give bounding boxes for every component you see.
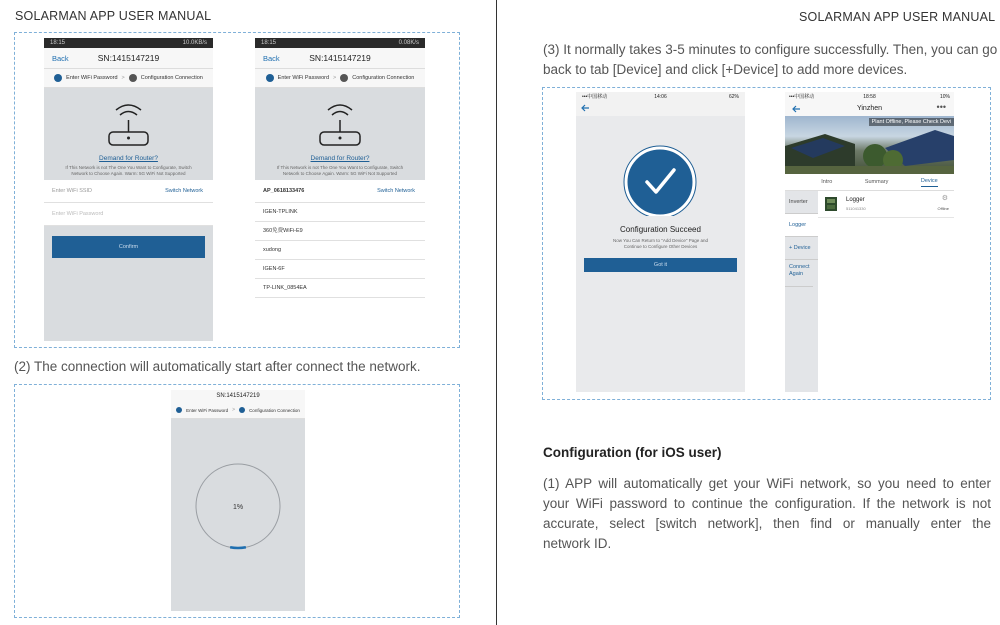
- confirm-area: [44, 226, 213, 341]
- device-sn-title: SN:1415147219: [309, 53, 371, 63]
- ios-paragraph: [543, 474, 991, 554]
- status-bar: [44, 38, 213, 48]
- battery: 62%: [728, 94, 739, 100]
- step1-dot: [176, 407, 182, 413]
- para-step-3-line1: (3) It normally takes 3-5 minutes to configure successfully. Then, you can go: [543, 42, 998, 57]
- password-field[interactable]: [44, 203, 213, 226]
- network-item[interactable]: 360免费WiFi-E9: [255, 222, 425, 241]
- ssid-value: AP_0618133476: [263, 188, 305, 194]
- got-it-button[interactable]: Got it: [584, 258, 737, 272]
- caption-step-2: (2) The connection will automatically start after connect the network.: [14, 359, 421, 374]
- carrier: •••中国移动: [789, 94, 815, 100]
- device-sn-title: SN:1415147219: [97, 53, 160, 63]
- ios-para-line: your WiFi password to continue the configuration. If the network is not: [543, 496, 991, 511]
- para-step-3-line2: back to tab [Device] and click [+Device] to add more devices.: [543, 62, 908, 77]
- plant-title: Yinzhen: [856, 105, 883, 112]
- progress-area: [171, 419, 305, 611]
- router-icon: [44, 88, 213, 150]
- step2-label: Configuration Connection: [140, 75, 203, 81]
- tab-device[interactable]: Device: [921, 178, 938, 187]
- status-time: 18:15: [50, 40, 66, 46]
- battery: 10%: [939, 94, 950, 100]
- tab-bar: [785, 174, 954, 191]
- network-item[interactable]: IGEN-6F: [255, 260, 425, 279]
- step1-label: Enter WiFi Password: [66, 75, 118, 81]
- success-title: Configuration Succeed: [620, 225, 701, 234]
- step2-dot: [129, 74, 137, 82]
- status-bar: [576, 92, 745, 102]
- device-sn-title: SN:1415147219: [171, 390, 305, 402]
- more-icon[interactable]: •••: [936, 102, 946, 112]
- progress-percent: 1%: [232, 504, 244, 511]
- ios-para-line: (1) APP will automatically get your WiFi network, so you need to enter: [543, 476, 991, 491]
- step2-dot: [239, 407, 245, 413]
- step-indicator: Enter WiFi Password > Configuration Connection: [171, 402, 305, 419]
- success-note-2: Continue to Configure Other Devices: [623, 244, 698, 249]
- phone-device-tab: [785, 92, 954, 392]
- switch-network-link[interactable]: Switch Network: [377, 188, 415, 194]
- step2-label: Configuration Connection: [352, 75, 415, 81]
- step1-dot: [266, 74, 274, 82]
- step2-label: Configuration Connection: [249, 407, 300, 413]
- status-bar: [785, 92, 954, 102]
- nav-bar: [785, 102, 954, 116]
- logger-device-icon: [824, 196, 838, 212]
- step-indicator: Enter WiFi Password > Configuration Connection: [44, 69, 213, 88]
- progress-arc: [230, 547, 246, 548]
- device-status: Offline: [937, 206, 949, 211]
- ios-section-heading: Configuration (for iOS user): [543, 445, 722, 460]
- back-arrow-icon[interactable]: [580, 102, 592, 114]
- step-indicator: Enter WiFi Password > Configuration Connection: [255, 69, 425, 88]
- ios-para-line: network ID.: [543, 536, 612, 551]
- tab-summary[interactable]: Summary: [864, 179, 889, 185]
- router-icon: [255, 88, 425, 150]
- step2-dot: [340, 74, 348, 82]
- nav-bar: [576, 102, 745, 116]
- status-time: 18:15: [261, 40, 277, 46]
- status-time: 14:06: [654, 94, 667, 100]
- status-time: 18:58: [863, 94, 876, 100]
- nav-bar: [44, 48, 213, 69]
- network-item[interactable]: TP-LINK_0854EA: [255, 279, 425, 298]
- step1-label: Enter WiFi Password: [277, 75, 330, 81]
- page-header-left: SOLARMAN APP USER MANUAL: [15, 9, 212, 23]
- page-divider: [496, 0, 497, 625]
- ssid-placeholder: Enter WiFi SSID: [52, 188, 93, 194]
- page-header-right: SOLARMAN APP USER MANUAL: [799, 10, 996, 24]
- status-info: 0.08K/s: [398, 40, 419, 46]
- network-note-1: If This Network is not The One You Want to Configurate, Switch: [65, 165, 192, 170]
- nav-bar: [255, 48, 425, 69]
- ios-para-line: accurate, select [switch network], then find or manually enter the: [543, 516, 991, 531]
- password-placeholder: Enter WiFi Password: [52, 211, 104, 217]
- device-sidebar: [785, 191, 818, 392]
- carrier: •••中国移动: [582, 94, 608, 100]
- network-item[interactable]: xudong: [255, 241, 425, 260]
- progress-ring: [171, 419, 305, 611]
- phone-wifi-entry: [44, 38, 213, 341]
- step1-dot: [54, 74, 62, 82]
- plant-banner: [785, 116, 954, 174]
- ssid-field[interactable]: [255, 180, 425, 203]
- ssid-field[interactable]: [44, 180, 213, 203]
- back-button[interactable]: Back: [52, 54, 69, 63]
- step1-label: Enter WiFi Password: [186, 407, 229, 413]
- network-note-2: Network to Choose Again. Warm: 5G WiFi Not Supported: [71, 171, 186, 176]
- sidebar-item-logger[interactable]: Logger: [785, 214, 818, 237]
- demand-router-link[interactable]: Demand for Router?: [310, 155, 370, 162]
- gear-icon[interactable]: ⚙: [941, 195, 948, 202]
- phone-connecting: [171, 390, 305, 611]
- phone-network-list: [255, 38, 425, 341]
- success-note-1: Now You Can Return to "Add Device" Page and: [612, 238, 708, 243]
- sidebar-item-connect-again[interactable]: Connect Again: [785, 260, 813, 287]
- confirm-button[interactable]: Confirm: [52, 236, 205, 258]
- network-item[interactable]: IGEN-TPLINK: [255, 203, 425, 222]
- sidebar-item-inverter[interactable]: Inverter: [785, 191, 818, 214]
- status-info: 10.0KB/s: [182, 40, 207, 46]
- success-check-icon: [576, 116, 745, 216]
- network-note-2: Network to Choose Again. Warm: 5G WiFi Not Supported: [282, 171, 398, 176]
- router-area: [44, 88, 213, 180]
- router-area: [255, 88, 425, 180]
- status-bar: [255, 38, 425, 48]
- device-name: Logger: [846, 197, 865, 203]
- phone-config-success: [576, 92, 745, 392]
- tab-intro[interactable]: Intro: [821, 179, 833, 185]
- offline-banner: Plant Offline, Please Check Devi: [869, 118, 954, 126]
- network-note-1: If This Network is not The One You Want to Configurate, Switch: [276, 165, 404, 170]
- device-sn: 511041330: [846, 206, 866, 211]
- sidebar-item-add-device[interactable]: + Device: [785, 237, 818, 260]
- demand-router-link[interactable]: Demand for Router?: [99, 155, 158, 162]
- switch-network-link[interactable]: Switch Network: [165, 188, 203, 194]
- back-button[interactable]: Back: [263, 54, 280, 63]
- device-row[interactable]: [818, 191, 954, 218]
